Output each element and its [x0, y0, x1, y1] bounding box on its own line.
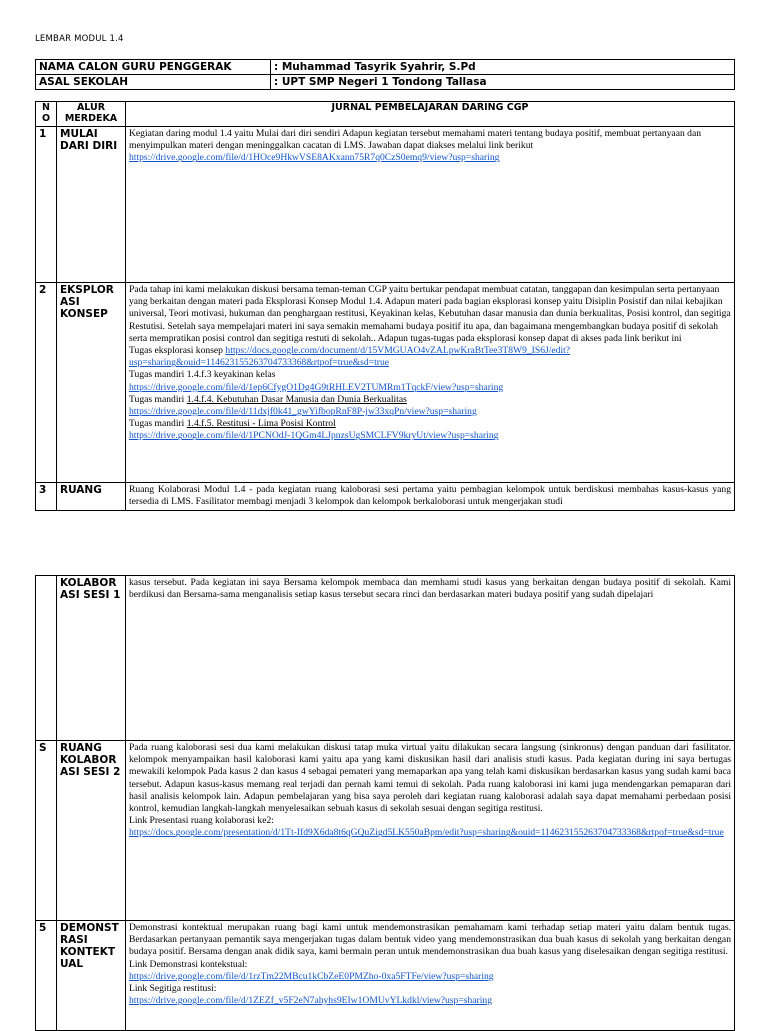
page-break [0, 520, 768, 572]
row-content [126, 921, 735, 1031]
school-row [36, 75, 735, 90]
journal-row-ruang-kolaborasi-1-cont [36, 576, 735, 741]
row-content: Ruang Kolaborasi Modul 1.4 - pada kegiatan ruang kaloborasi sesi pertama yaitu pembagian kelompok untuk berdiskusi membahas kasus-kasus yang tersedia di LMS. Fasilitator membagi menjadi 3 kelompok dan kelompok berkaloborasi untuk mengerjakan studi [126, 483, 735, 511]
restitution-link-label: Link Segitiga restitusi: [129, 983, 217, 995]
journal-row-eksplorasi-konsep [36, 283, 735, 483]
header-jurnal: JURNAL PEMBELAJARAN DARING CGP [126, 102, 735, 127]
row-number: 2 [36, 283, 57, 483]
teacher-row [36, 60, 735, 75]
row-text: Kegiatan daring modul 1.4 yaitu Mulai dari diri sendiri Adapun kegiatan tersebut memahami materi tentang budaya positif, membuat pertanyaan dan menyimpulkan materi dengan meninggalkan cacatan di LMS. Jawaban dapat diakses melalui link berikut [129, 128, 701, 152]
row-number: 3 [36, 483, 57, 511]
journal-row-ruang-kolaborasi-2 [36, 741, 735, 921]
journal-table-page-1 [35, 101, 735, 511]
row-stage: KOLABOR ASI SESI 1 [57, 576, 126, 741]
restitution-link[interactable]: https://drive.google.com/file/d/1ZEZf_v5F2eN7ahyhs9EIw1OMUvYLkdkl/view?usp=sharing [129, 995, 492, 1007]
row-number: 1 [36, 127, 57, 283]
school-value: : UPT SMP Negeri 1 Tondong Tallasa [271, 75, 735, 90]
row-content [126, 741, 735, 921]
identity-table [35, 59, 735, 90]
row-stage: MULAI DARI DIRI [57, 127, 126, 283]
task-3-link[interactable]: https://drive.google.com/file/d/1ep6CfygO1Dg4G9tRHLEV2TUMRm1TqckF/view?usp=sharing [129, 381, 504, 393]
row-stage: DEMONST RASI KONTEKT UAL [57, 921, 126, 1031]
demo-link[interactable]: https://drive.google.com/file/d/1rzTm22MBcu1kCbZeE0PMZho-0xa5FTFe/view?usp=sharing [129, 970, 494, 982]
row-stage: RUANG KOLABOR ASI SESI 2 [57, 741, 126, 921]
row-text: Pada tahap ini kami melakukan diskusi bersama teman-teman CGP yaitu bertukar pendapat membuat catatan, tanggapan dan kesimpulan serta pertanyaan yang berkaitan dengan materi pada Eksplorasi Konsep Modul 1.4. Adapun materi pada bagian eksplorasi konsep yaitu Disiplin Posistif dan nilai kebajikan universal, Teori motivasi, hukuman dan penghargaan restitusi, Keyakinan kelas, Kebutuhan dasar manusia dan dunia berkualitas, Posisi kontrol, dan segitiga Restutisi. Setelah saya mempelajari materi ini saya semakin memahami budaya positif itu apa, dan bagaimana mengembangkan budaya positif di sekolah serta mempratikan posisi control dan segitiga restuti di sekolah.. Adapun tugas-tugas pada eksplorasi konsep dapat di akses pada link berikut ini [129, 284, 731, 344]
header-no: N O [36, 102, 57, 127]
row-number: S [36, 741, 57, 921]
task-4-line: Tugas mandiri 1.4.f.4. Kebutuhan Dasar Manusia dan Dunia Berkualitas [129, 393, 407, 405]
teacher-label: NAMA CALON GURU PENGGERAK [36, 60, 271, 75]
row-stage: RUANG [57, 483, 126, 511]
task-4-link[interactable]: https://drive.google.com/file/d/11dxjf0k41_gwYifbopRnF8P-jw33xqPn/view?usp=sharing [129, 406, 477, 418]
row-content: kasus tersebut. Pada kegiatan ini saya Bersama kelompok membaca dan memhami studi kasus yang berkaitan dengan budaya positif di sekolah. Kami berdikusi dan Bersama-sama menganalisis setiap kasus tersebut secara rinci dan berdasarkan materi budaya positif yang sudah dipelajari [126, 576, 735, 741]
row-number: 5 [36, 921, 57, 1031]
task-4-title: 1.4.f.4. Kebutuhan Dasar Manusia dan Dunia Berkualitas [186, 393, 407, 405]
answer-link[interactable]: https://drive.google.com/file/d/1HOce9HkwVSE8AKxann75R7q0CzS0emq9/view?usp=sharing [129, 152, 500, 164]
journal-row-demonstrasi-kontekstual [36, 921, 735, 1031]
task-explore-link[interactable]: https://docs.google.com/document/d/15VMGUAO4vZALpwKraBtTee3T8W9_IS6J/edit?usp=sharing&ouid=114623155263704733368&rtpof=true&sd=true [129, 345, 571, 369]
journal-row-mulai-dari-diri [36, 127, 735, 283]
presentation-link[interactable]: https://docs.google.com/presentation/d/1Tt-Ifd9X6da8t6qGQuZigd5LK550aBpm/edit?usp=sharing&ouid=114623155263704733368&rtpof=true&sd=true [129, 827, 724, 839]
task-5-link[interactable]: https://drive.google.com/file/d/1PCNOdJ-1QGm4LJpnzsUgSMCLFV9kryUt/view?usp=sharing [129, 430, 499, 442]
document-title: LEMBAR MODUL 1.4 [35, 34, 124, 44]
task-5-line: Tugas mandiri 1.4.f.5. Restitusi - Lima Posisi Kontrol [129, 418, 336, 430]
journal-header-row [36, 102, 735, 127]
task-5-title: 1.4.f.5. Restitusi - Lima Posisi Kontrol [186, 418, 336, 430]
row-text: Pada ruang kaloborasi sesi dua kami melakukan diskusi tatap muka virtual yaitu dilakukan secara langsung (sinkronus) dengan panduan dari fasilitator. kelompok menyampaikan hasil kaloborasi kami yaitu apa yang kami diskusikan hasil dari analisis studi kasus. Pada kegiatan during ini saya bertugas mewakili kelompok Pada kasus 2 dan kasus 4 sebagai pemateri yang memaparkan apa yang telah kami diskusikan berdasarkan kasus yang sudah kami baca tersebut. Adapun kasus-kasus memang real terjadi dan pernah kami temui di sekolah. Pada ruang kaloborasi ini kami juga mendengarkan pemaparan dari hasil analisis kelompok lain. Adapun pembelajaran yang bisa saya peroleh dari kegiatan ruang kaloborasi adalah saya dapat memahami perbedaan posisi kontrol, kemudian langkah-langkah menyelesaikan sebuah kasus di sekolah sesuai dengan segitiga restitusi. [129, 742, 731, 815]
row-content [126, 127, 735, 283]
task-3-label: Tugas mandiri 1.4.f.3 keyakinan kelas [129, 369, 276, 381]
row-text: Demonstrasi kontektual merupakan ruang bagi kami untuk mendemonstrasikan pemahamam kami terhadap setiap materi yaitu dalam bentuk tugas. Berdasarkan pertanyaan pemantik saya mengerjakan tugas dalam bentuk video yang mendemonstrasikan dua buah kasus di sekolah yang berkaitan dengan budaya positif. Bersama dengan anak didik saya, kami bermain peran untuk mendemonstrasikan dua buah kasus yang diselesaikan dengan segitiga restitusi. [129, 922, 731, 958]
demo-link-label: Link Demonstrasi kontekstual: [129, 958, 248, 970]
presentation-link-label: Link Presentasi ruang kolaborasi ke2: [129, 815, 274, 827]
journal-table-page-2 [35, 575, 735, 1031]
row-content [126, 283, 735, 483]
task-explore-line: Tugas eksplorasi konsep https://docs.google.com/document/d/15VMGUAO4vZALpwKraBtTee3T8W9_IS6J/edit?usp=sharing&ouid=114623155263704733368&rtpof=true&sd=true [129, 345, 571, 369]
school-label: ASAL SEKOLAH [36, 75, 271, 90]
row-stage: EKSPLOR ASI KONSEP [57, 283, 126, 483]
journal-row-ruang-kolaborasi-1 [36, 483, 735, 511]
teacher-value: : Muhammad Tasyrik Syahrir, S.Pd [271, 60, 735, 75]
header-alur: ALUR MERDEKA [57, 102, 126, 127]
row-number [36, 576, 57, 741]
